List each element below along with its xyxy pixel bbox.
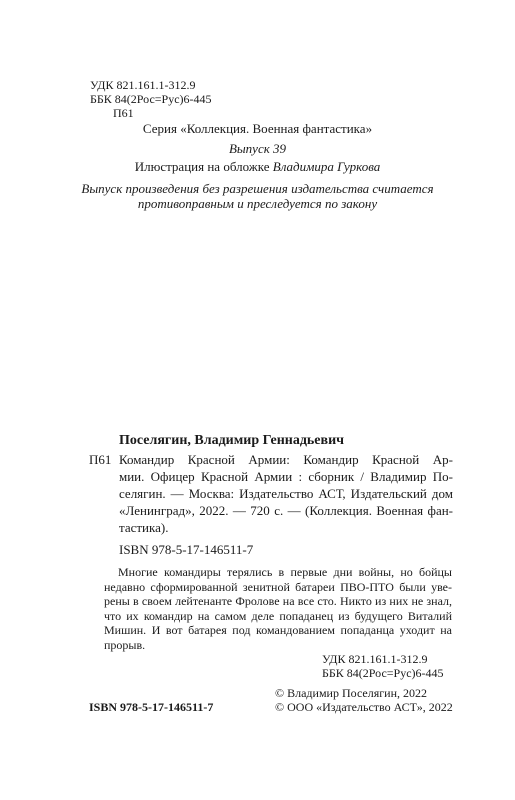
series-issue: Выпуск 39 [228,141,287,156]
catalog-line: «Ленинград», 2022. — 720 с. — (Коллекция. Военная фан- [119,503,453,518]
footer-isbn: ISBN 978-5-17-146511-7 [89,700,214,714]
copyright-publisher: © ООО «Издательство АСТ», 2022 [275,700,453,714]
copyright-author: © Владимир Поселягин, 2022 [275,686,428,700]
catalog-isbn: ISBN 978-5-17-146511-7 [119,542,254,557]
illustrator-name: Владимира Гуркова [272,159,381,174]
catalog-line: тастика). [119,520,169,535]
catalog-line: мии. Офицер Красной Армии : сборник / Владимир По- [119,469,453,484]
catalog-line: селягин. — Москва: Издательство АСТ, Издательский дом [119,486,453,501]
annotation-line: Многие командиры терялись в первые дни войны, но бойцы [118,565,452,579]
warning-line-2: противоправным и преследуется по закону [137,196,378,211]
annotation [104,565,452,652]
catalog-line: Командир Красной Армии: Командир Красной Ар- [119,452,453,467]
annotation-line: что их командир на самом деле попаданец из будущего Виталий [104,608,452,623]
udk-code-top: УДК 821.161.1-312.9 [90,78,196,92]
bbk-code-bottom: ББК 84(2Рос=Рус)6-445 [322,666,444,680]
annotation-line: рены в своем лейтенанте Фролове на все сто. Никто из них не знал, [104,594,452,608]
udk-code-bottom: УДК 821.161.1-312.9 [322,652,428,666]
illustration-credit [0,159,515,175]
bbk-code-top: ББК 84(2Рос=Рус)6-445 [90,92,212,106]
series-line: Серия «Коллекция. Военная фантастика» [142,121,373,136]
author-mark-top: П61 [113,106,134,120]
illustration-prefix: Илюстрация на обложке [134,159,270,174]
author-heading: Поселягин, Владимир Геннадьевич [119,433,345,448]
catalog-code: П61 [89,452,112,467]
warning-line-1: Выпуск произведения без разрешения издательства считается [81,181,434,196]
annotation-line: недавно сформированной зенитной батареи ПВО-ПТО были уве- [104,579,452,594]
catalog-description [119,452,453,537]
annotation-line: Мишин. И вот батарея под командованием попаданца уходит на [104,623,452,637]
annotation-line: прорыв. [104,637,146,652]
